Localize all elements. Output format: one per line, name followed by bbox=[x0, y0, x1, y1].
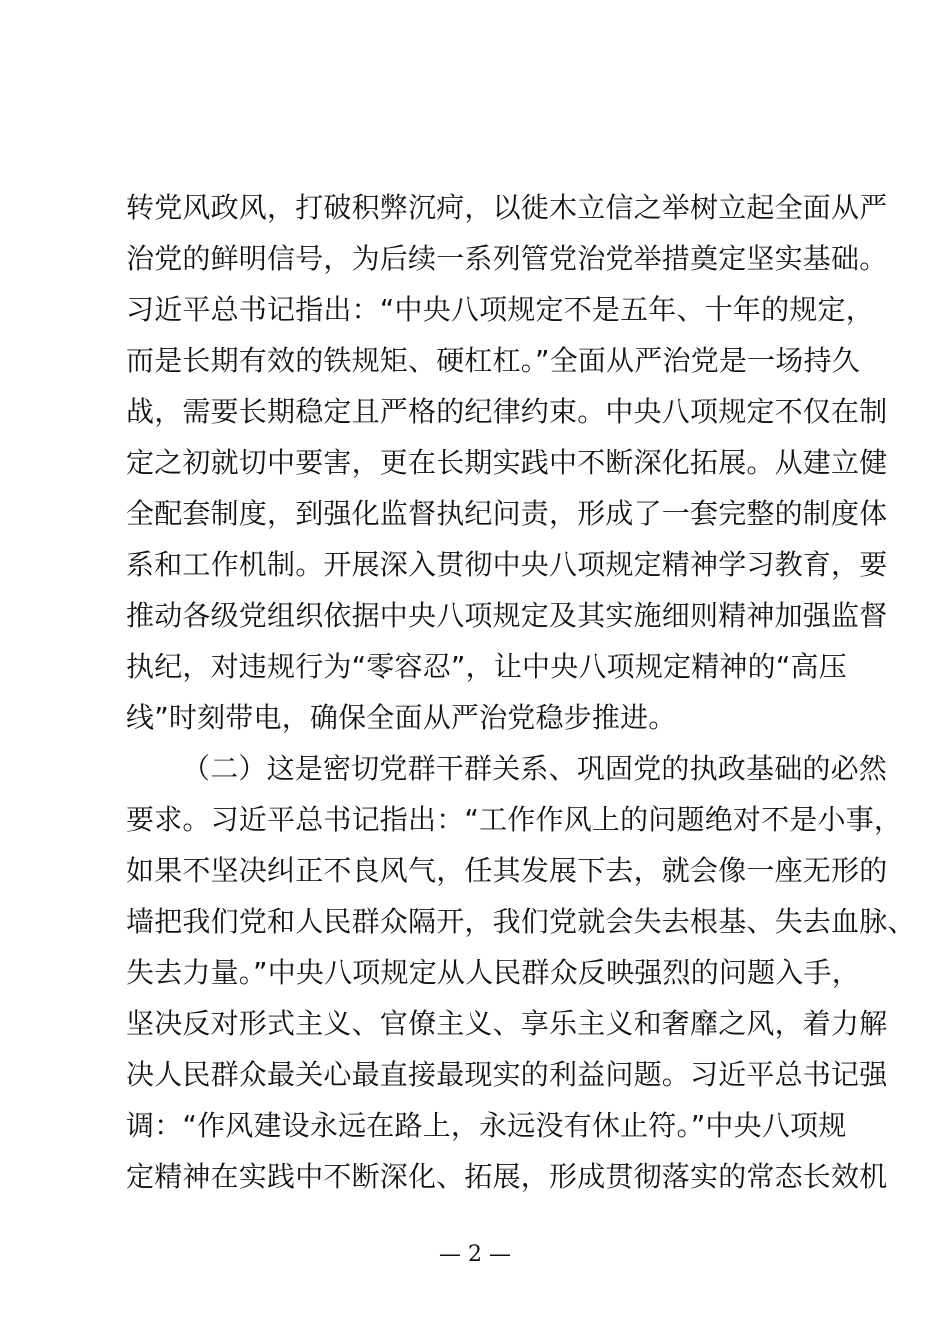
text-line: 而是长期有效的铁规矩、硬杠杠。”全面从严治党是一场持久 bbox=[126, 344, 860, 377]
text-line: 定精神在实践中不断深化、拓展，形成贯彻落实的常态长效机 bbox=[126, 1160, 888, 1193]
text-line: 全配套制度，到强化监督执纪问责，形成了一套完整的制度体 bbox=[126, 497, 888, 530]
text-line: 执纪，对违规行为“零容忍”，让中央八项规定精神的“高压 bbox=[126, 650, 847, 683]
text-line: 坚决反对形式主义、官僚主义、享乐主义和奢靡之风，着力解 bbox=[126, 1007, 888, 1040]
text-line: 失去力量。”中央八项规定从人民群众反映强烈的问题入手， bbox=[126, 956, 860, 989]
text-line: 墙把我们党和人民群众隔开，我们党就会失去根基、失去血脉、 bbox=[126, 905, 916, 938]
text-line: 转党风政风，打破积弊沉疴，以徙木立信之举树立起全面从严 bbox=[126, 191, 888, 224]
text-line: 习近平总书记指出：“中央八项规定不是五年、十年的规定， bbox=[126, 293, 874, 326]
text-line: 系和工作机制。开展深入贯彻中央八项规定精神学习教育，要 bbox=[126, 548, 888, 581]
paragraph-start-line: （二）这是密切党群干群关系、巩固党的执政基础的必然 bbox=[182, 752, 888, 785]
text-line: 战，需要长期稳定且严格的纪律约束。中央八项规定不仅在制 bbox=[126, 395, 888, 428]
page-number: — 2 — bbox=[439, 1242, 511, 1267]
text-line: 线”时刻带电，确保全面从严治党稳步推进。 bbox=[126, 701, 677, 734]
text-line: 调：“作风建设永远在路上，永远没有休止符。”中央八项规 bbox=[126, 1109, 847, 1142]
text-line: 决人民群众最关心最直接最现实的利益问题。习近平总书记强 bbox=[126, 1058, 888, 1091]
text-line: 治党的鲜明信号，为后续一系列管党治党举措奠定坚实基础。 bbox=[126, 242, 888, 275]
text-line: 推动各级党组织依据中央八项规定及其实施细则精神加强监督 bbox=[126, 599, 888, 632]
text-line: 定之初就切中要害，更在长期实践中不断深化拓展。从建立健 bbox=[126, 446, 888, 479]
text-line: 如果不坚决纠正不良风气，任其发展下去，就会像一座无形的 bbox=[126, 854, 888, 887]
text-line: 要求。习近平总书记指出：“工作作风上的问题绝对不是小事， bbox=[126, 803, 903, 836]
